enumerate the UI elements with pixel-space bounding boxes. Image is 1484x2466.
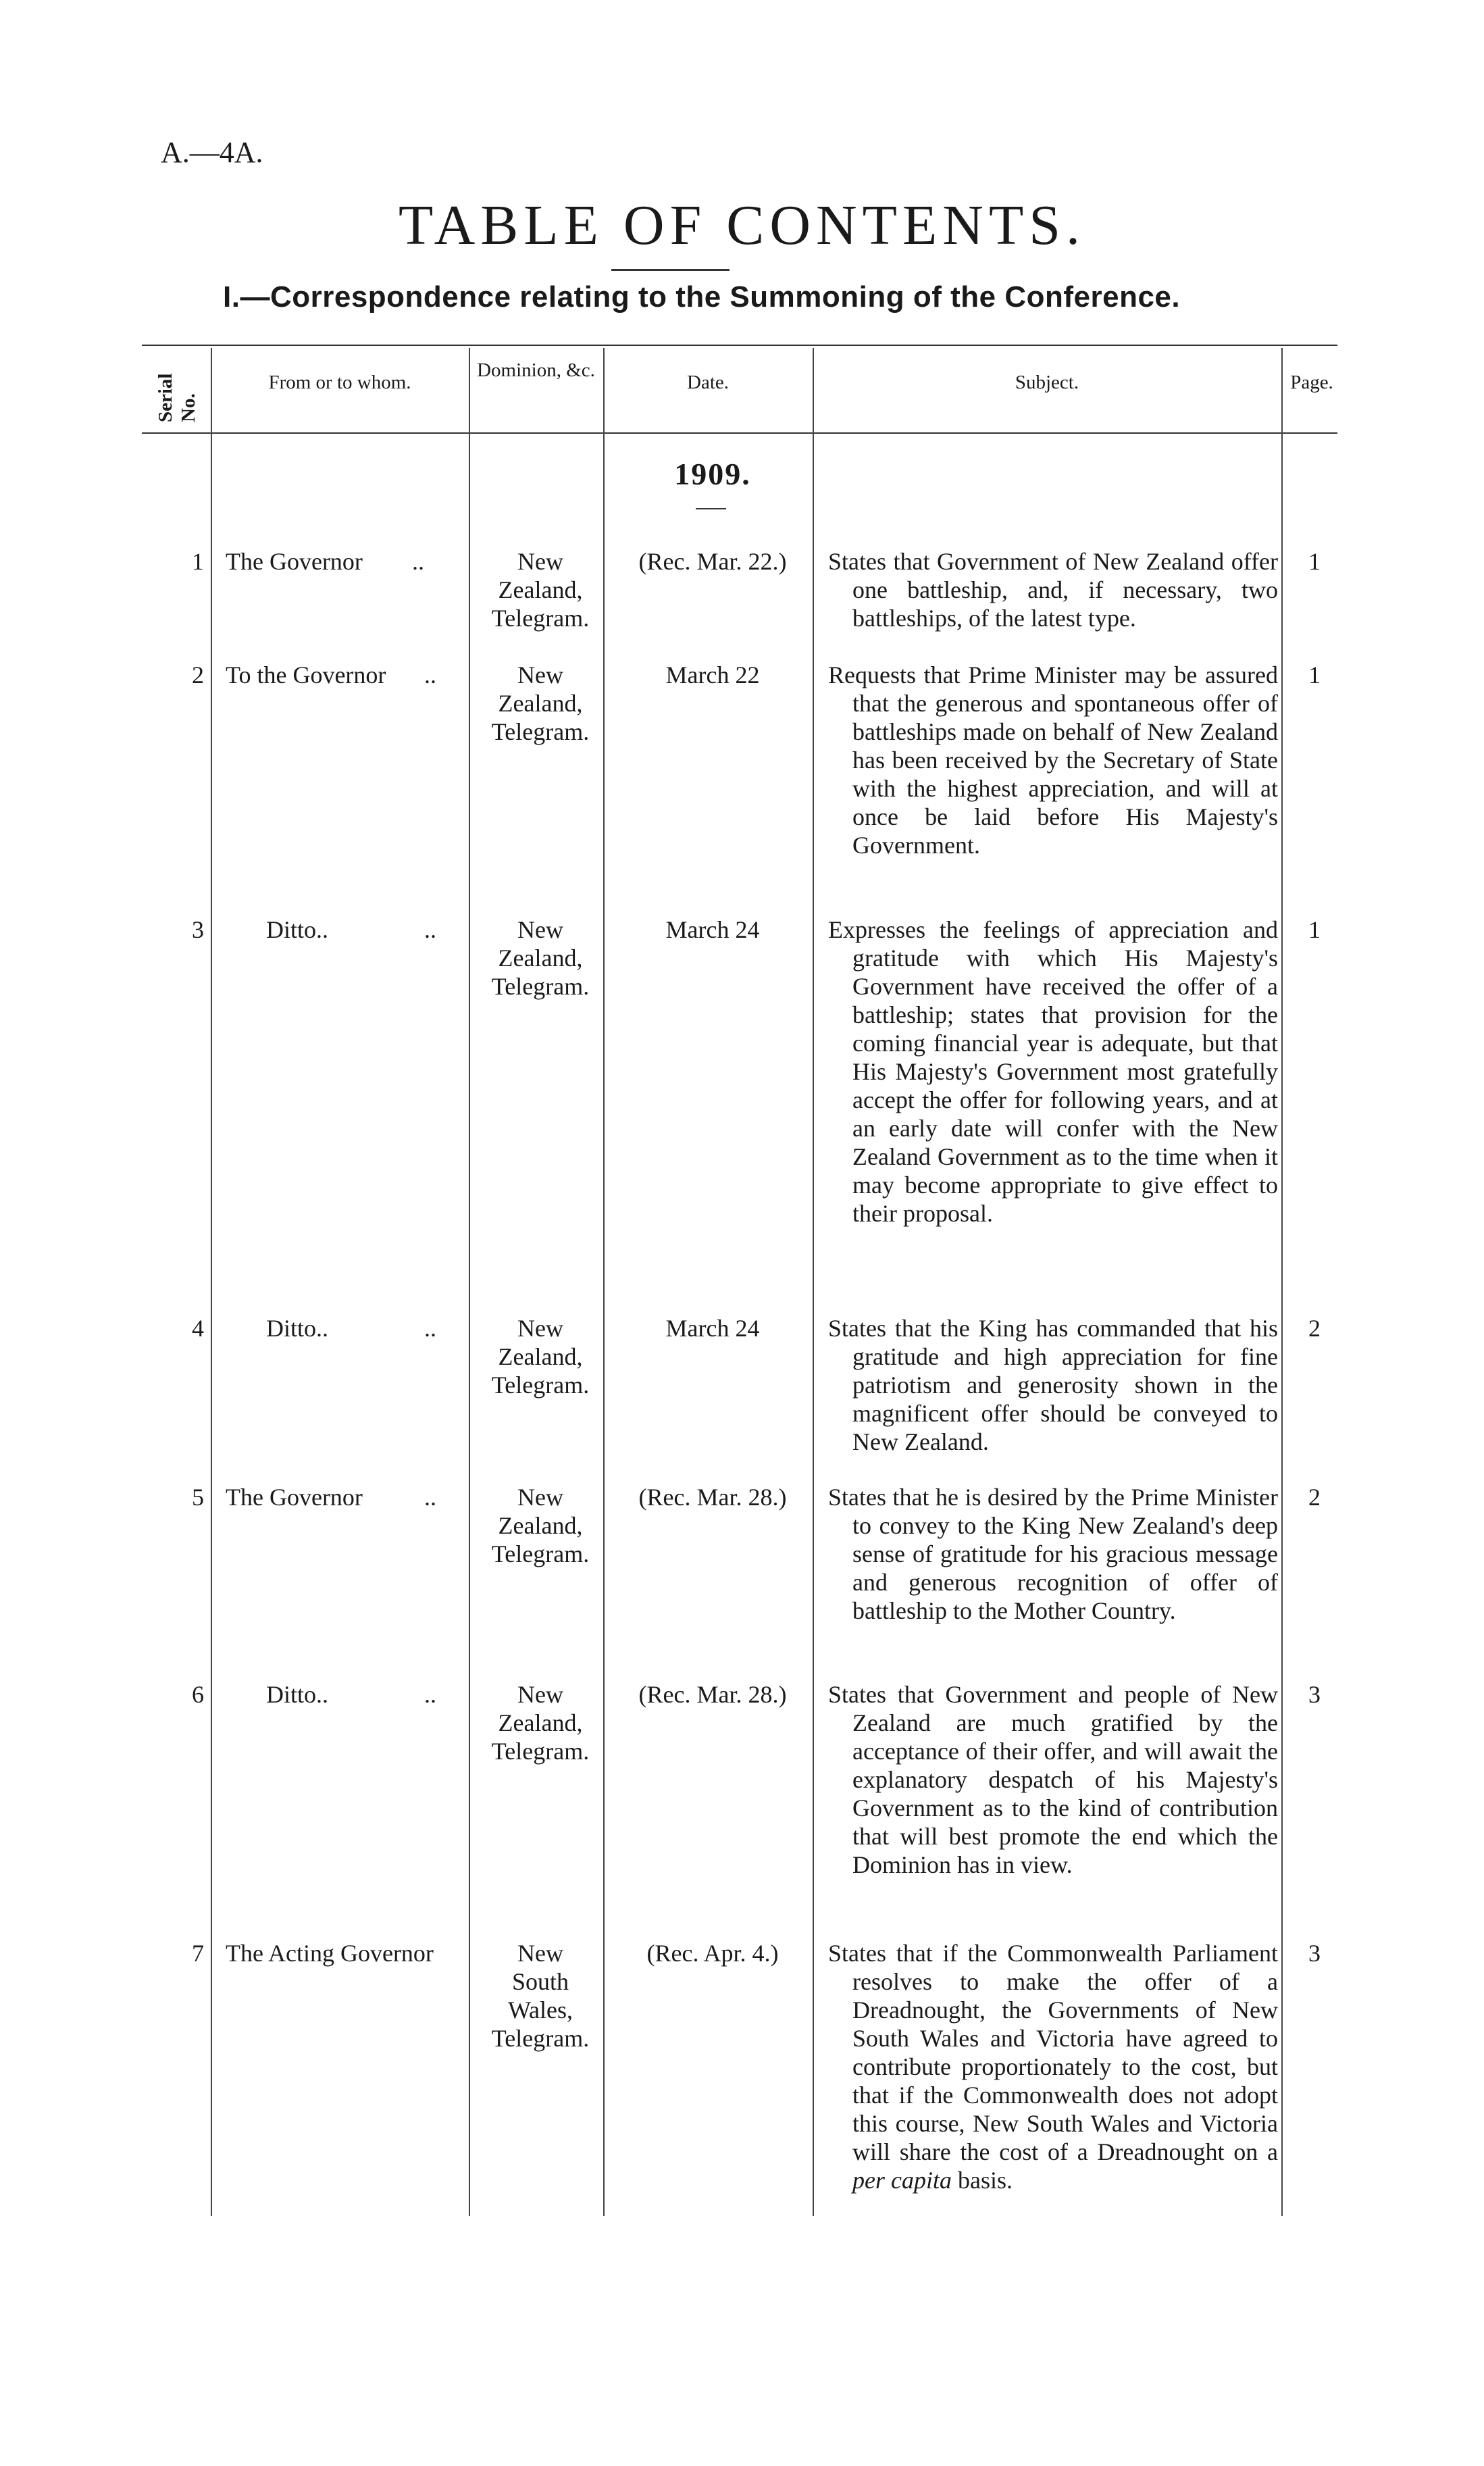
row-subject: Expresses the feelings of appreciation and gratitude with which His Majesty's Government have received the offer of a battleship; states that provision for the coming financial year is adequate, but that His Majesty's Government most gratefully accept the offer for following years, and at an early date will confer with the New Zealand Government as to the time when it may become appropriate to give effect to their proposal. bbox=[828, 916, 1278, 1227]
row-dominion: New Zealand, Telegram. bbox=[491, 1681, 590, 1765]
row-page: 3 bbox=[1308, 1681, 1321, 1708]
row-subject: States that Government of New Zealand offer one battleship, and, if necessary, two battleships, of the latest type. bbox=[828, 548, 1278, 632]
header-date: Date. bbox=[687, 372, 729, 393]
row-serial: 6 bbox=[192, 1681, 204, 1708]
header-dominion: Dominion, &c. bbox=[477, 359, 595, 381]
row-page: 3 bbox=[1308, 1940, 1321, 1967]
row-serial: 1 bbox=[192, 548, 204, 575]
year-underline bbox=[696, 508, 726, 509]
row-leader-dots: .. bbox=[424, 1484, 436, 1511]
column-divider bbox=[469, 348, 470, 2216]
row-date: (Rec. Mar. 22.) bbox=[638, 548, 787, 575]
table-top-rule bbox=[142, 345, 1337, 346]
document-reference: A.—4A. bbox=[161, 136, 263, 169]
row-subject: States that Government and people of New Zealand are much gratified by the acceptance of their offer, and will await the explanatory despatch of his Majesty's Government as to the kind of contribution that will best promote the end which the Dominion has in view. bbox=[828, 1681, 1278, 1878]
row-date: (Rec. Mar. 28.) bbox=[638, 1484, 787, 1511]
row-from-to: The Acting Governor bbox=[226, 1940, 434, 1967]
row-dominion: New Zealand, Telegram. bbox=[491, 916, 590, 1000]
row-dominion: New Zealand, Telegram. bbox=[491, 548, 590, 632]
row-date: (Rec. Apr. 4.) bbox=[646, 1940, 779, 1967]
row-dominion: New South Wales, Telegram. bbox=[491, 1940, 590, 2052]
table-header-rule bbox=[142, 432, 1337, 434]
row-serial: 3 bbox=[192, 916, 204, 943]
row-page: 2 bbox=[1308, 1315, 1321, 1342]
row-date: (Rec. Mar. 28.) bbox=[638, 1681, 787, 1708]
header-from-to: From or to whom. bbox=[268, 372, 411, 393]
header-page: Page. bbox=[1290, 372, 1333, 393]
row-from-to: Ditto.. bbox=[266, 1681, 329, 1708]
row-from-to: To the Governor bbox=[226, 661, 386, 688]
row-from-to: Ditto.. bbox=[266, 916, 329, 943]
column-divider bbox=[211, 348, 212, 2216]
row-page: 1 bbox=[1308, 916, 1321, 943]
row-date: March 22 bbox=[665, 661, 760, 688]
row-serial: 2 bbox=[192, 661, 204, 688]
row-page: 2 bbox=[1308, 1484, 1321, 1511]
row-leader-dots: .. bbox=[424, 661, 436, 688]
row-subject: States that if the Commonwealth Parliament resolves to make the offer of a Dreadnought, the Governments of New South Wales and Victoria have agreed to contribute proportionately to the cost, but that if the Commonwealth does not adopt this course, New South Wales and Victoria will share the cost of a Dreadnought on a per capita basis. bbox=[828, 1940, 1278, 2194]
title-underline bbox=[611, 269, 730, 271]
row-serial: 7 bbox=[192, 1940, 204, 1967]
row-dominion: New Zealand, Telegram. bbox=[491, 1484, 590, 1567]
row-from-to: The Governor bbox=[226, 1484, 363, 1511]
row-dominion: New Zealand, Telegram. bbox=[491, 1315, 590, 1399]
row-from-to: The Governor bbox=[226, 548, 363, 575]
row-serial: 4 bbox=[192, 1315, 204, 1342]
row-from-to: Ditto.. bbox=[266, 1315, 329, 1342]
row-leader-dots: .. bbox=[412, 548, 424, 575]
column-divider bbox=[1281, 348, 1283, 2216]
row-date: March 24 bbox=[665, 916, 760, 943]
header-serial: Serial No. bbox=[155, 373, 199, 422]
row-dominion: New Zealand, Telegram. bbox=[491, 661, 590, 745]
section-title: I.—Correspondence relating to the Summoning of the Conference. bbox=[223, 280, 1181, 313]
row-subject: Requests that Prime Minister may be assured that the generous and spontaneous offer of battleships made on behalf of New Zealand has been received by the Secretary of State with the highest appreciation, and will at once be laid before His Majesty's Government. bbox=[828, 661, 1278, 859]
header-subject: Subject. bbox=[1015, 372, 1079, 393]
row-subject: States that he is desired by the Prime Minister to convey to the King New Zealand's deep sense of gratitude for his gracious message and generous recognition of offer of battleship to the Mother Country. bbox=[828, 1484, 1278, 1624]
row-page: 1 bbox=[1308, 661, 1321, 688]
row-subject: States that the King has commanded that his gratitude and high appreciation for fine patriotism and generosity shown in the magnificent offer should be conveyed to New Zealand. bbox=[828, 1315, 1278, 1455]
row-date: March 24 bbox=[665, 1315, 760, 1342]
row-page: 1 bbox=[1308, 548, 1321, 575]
row-leader-dots: .. bbox=[424, 1315, 436, 1342]
row-serial: 5 bbox=[192, 1484, 204, 1511]
row-leader-dots: .. bbox=[424, 916, 436, 943]
page-title: TABLE OF CONTENTS. bbox=[399, 194, 1085, 257]
row-leader-dots: .. bbox=[424, 1681, 436, 1708]
year-heading: 1909. bbox=[674, 457, 751, 491]
column-divider bbox=[813, 348, 814, 2216]
